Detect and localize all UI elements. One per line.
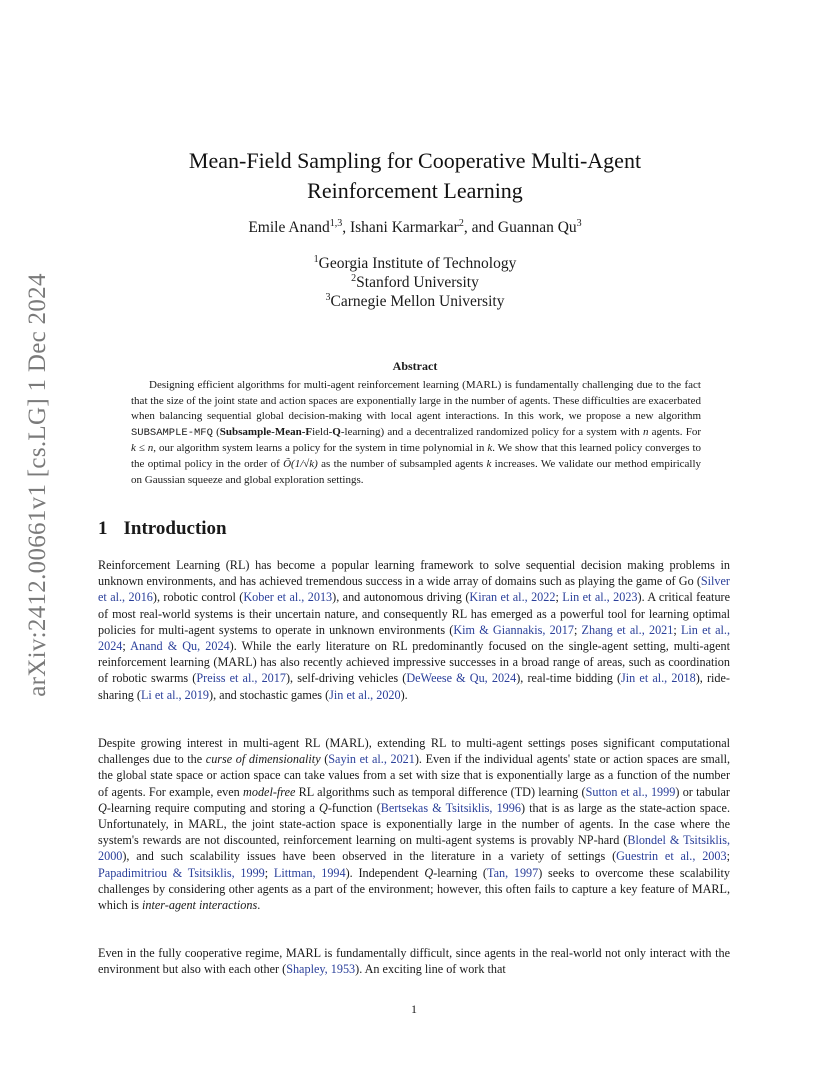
author-affil-mark: 1,3 bbox=[329, 217, 343, 229]
citation-link[interactable]: DeWeese & Qu, 2024 bbox=[406, 671, 517, 686]
author-name: Emile Anand bbox=[248, 219, 330, 236]
citation-link[interactable]: Preiss et al., 2017 bbox=[196, 671, 286, 686]
intro-paragraph-3: Even in the fully cooperative regime, MARL is fundamentally difficult, since agents in the real-world not only interact with the environment but also with each other (Shapley, 1953). An exciting line of work that bbox=[98, 946, 730, 977]
affiliation-list bbox=[130, 254, 700, 311]
citation-link[interactable]: Li et al., 2019 bbox=[140, 687, 210, 702]
abstract-heading: Abstract bbox=[392, 359, 438, 373]
intro-paragraph-2: Despite growing interest in multi-agent RL (MARL), extending RL to multi-agent settings poses significant computational challenges due to the curse of dimensionality (Sayin et al., 2021). Even if the individual agents' state or action spaces are small, the global state space or action space can take values from a set with size that is exponentially large as a function of the number of agents. For example, even model-free RL algorithms such as temporal difference (TD) learning (Sutton et al., 1999) or tabular Q-learning require computing and storing a Q-function (Bertsekas & Tsitsiklis, 1996) that is as large as the state-action space. Unfortunately, in MARL, the joint state-action space is exponentially large in the number of agents. In the case where the system's rewards are not discounted, reinforcement learning on multi-agent systems is provably NP-hard (Blondel & Tsitsiklis, 2000), and such scalability issues have been observed in the literature in a variety of settings (Guestrin et al., 2003; Papadimitriou & Tsitsiklis, 1999; Littman, 1994). Independent Q-learning (Tan, 1997) seeks to overcome these scalability challenges by considering other agents as a part of the environment; however, this often fails to capture a key feature of MARL, which is inter-agent interactions. bbox=[98, 736, 731, 913]
citation-link[interactable]: Lin et al., 2024 bbox=[98, 622, 730, 654]
arxiv-sidebar-stamp bbox=[8, 273, 68, 697]
citation-link[interactable]: Bertsekas & Tsitsiklis, 1996 bbox=[380, 800, 521, 815]
citation-link[interactable]: Littman, 1994 bbox=[273, 865, 346, 880]
author-name: Ishani Karmarkar bbox=[349, 219, 459, 236]
citation-link[interactable]: Papadimitriou & Tsitsiklis, 1999 bbox=[98, 865, 265, 880]
citation-link[interactable]: Lin et al., 2023 bbox=[562, 590, 638, 605]
author-affil-mark: 3 bbox=[576, 217, 582, 229]
affiliation: $^2$Stanford University bbox=[351, 272, 479, 291]
citation-link[interactable]: Silver et al., 2016 bbox=[98, 574, 730, 605]
author-name: Guannan Qu bbox=[497, 219, 577, 236]
citation-link[interactable]: Kim & Giannakis, 2017 bbox=[453, 622, 574, 637]
citation-link[interactable]: Zhang et al., 2021 bbox=[581, 622, 674, 637]
abstract-text: Designing efficient algorithms for multi-agent reinforcement learning (MARL) is fundamentally challenging due to the fact that the size of the joint state and action spaces are exponentially large in the number of agents. These difficulties are exacerbated when balancing sequential global decision-making with local agent interactions. In this work, we propose a new algorithm SUBSAMPLE-MFQ (Subsample-Mean-Field-Q-learning) and a decentralized randomized policy for a system with n agents. For k ≤ n, our algorithm system learns a policy for the system in time polynomial in k. We show that this learned policy converges to the optimal policy in the order of Õ(1/√k) as the number of subsampled agents k increases. We validate our method empirically on Gaussian squeeze and global exploration settings. bbox=[131, 379, 702, 486]
intro-paragraph-1: Reinforcement Learning (RL) has become a popular learning framework to solve sequential decision making problems in unknown environments, and has achieved tremendous success in a wide array of domains such as playing the game of Go (Silver et al., 2016), robotic control (Kober et al., 2013), and autonomous driving (Kiran et al., 2022; Lin et al., 2023). A critical feature of most real-world systems is their uncertain nature, and consequently RL has emerged as a powerful tool for learning optimal policies for multi-agent systems to operate in unknown environments (Kim & Giannakis, 2017; Zhang et al., 2021; Lin et al., 2024; Anand & Qu, 2024). While the early literature on RL predominantly focused on the single-agent setting, multi-agent reinforcement learning (MARL) has also recently achieved impressive successes in a broad range of areas, such as coordination of robotic swarms (Preiss et al., 2017), self-driving vehicles (DeWeese & Qu, 2024), real-time bidding (Jin et al., 2018), ride-sharing (Li et al., 2019), and stochastic games (Jin et al., 2020). bbox=[98, 558, 731, 702]
affiliation: $^1$Georgia Institute of Technology bbox=[313, 253, 517, 272]
citation-link[interactable]: Sutton et al., 1999 bbox=[585, 784, 676, 799]
citation-link[interactable]: Kiran et al., 2022 bbox=[469, 590, 556, 605]
citation-link[interactable]: Jin et al., 2018 bbox=[621, 671, 696, 686]
algorithm-name: SUBSAMPLE-MFQ bbox=[131, 426, 213, 439]
convergence-rate: Õ(1/√k) bbox=[283, 457, 318, 470]
citation-link[interactable]: Jin et al., 2020 bbox=[329, 687, 401, 702]
paper-title: Mean-Field Sampling for Cooperative Multi-Agent Reinforcement Learning bbox=[188, 148, 642, 203]
citation-link[interactable]: Shapley, 1953 bbox=[286, 962, 356, 977]
arxiv-id: arXiv:2412.00661v1 [cs.LG] 1 Dec 2024 bbox=[24, 273, 51, 697]
page-number: 1 bbox=[411, 1002, 417, 1016]
citation-link[interactable]: Blondel & Tsitsiklis, 2000 bbox=[98, 833, 730, 864]
citation-link[interactable]: Sayin et al., 2021 bbox=[328, 752, 415, 767]
author-list: Emile Anand$^{1,3}$, Ishani Karmarkar$^2$, and Guannan Qu$^3$ bbox=[248, 217, 582, 236]
author-affil-mark: 2 bbox=[458, 217, 464, 229]
section-heading: 1 Introduction bbox=[98, 518, 227, 539]
citation-link[interactable]: Anand & Qu, 2024 bbox=[130, 639, 230, 654]
affiliation: $^3$Carnegie Mellon University bbox=[325, 291, 505, 310]
citation-link[interactable]: Guestrin et al., 2003 bbox=[616, 849, 727, 864]
citation-link[interactable]: Kober et al., 2013 bbox=[243, 590, 333, 605]
citation-link[interactable]: Tan, 1997 bbox=[487, 865, 539, 880]
